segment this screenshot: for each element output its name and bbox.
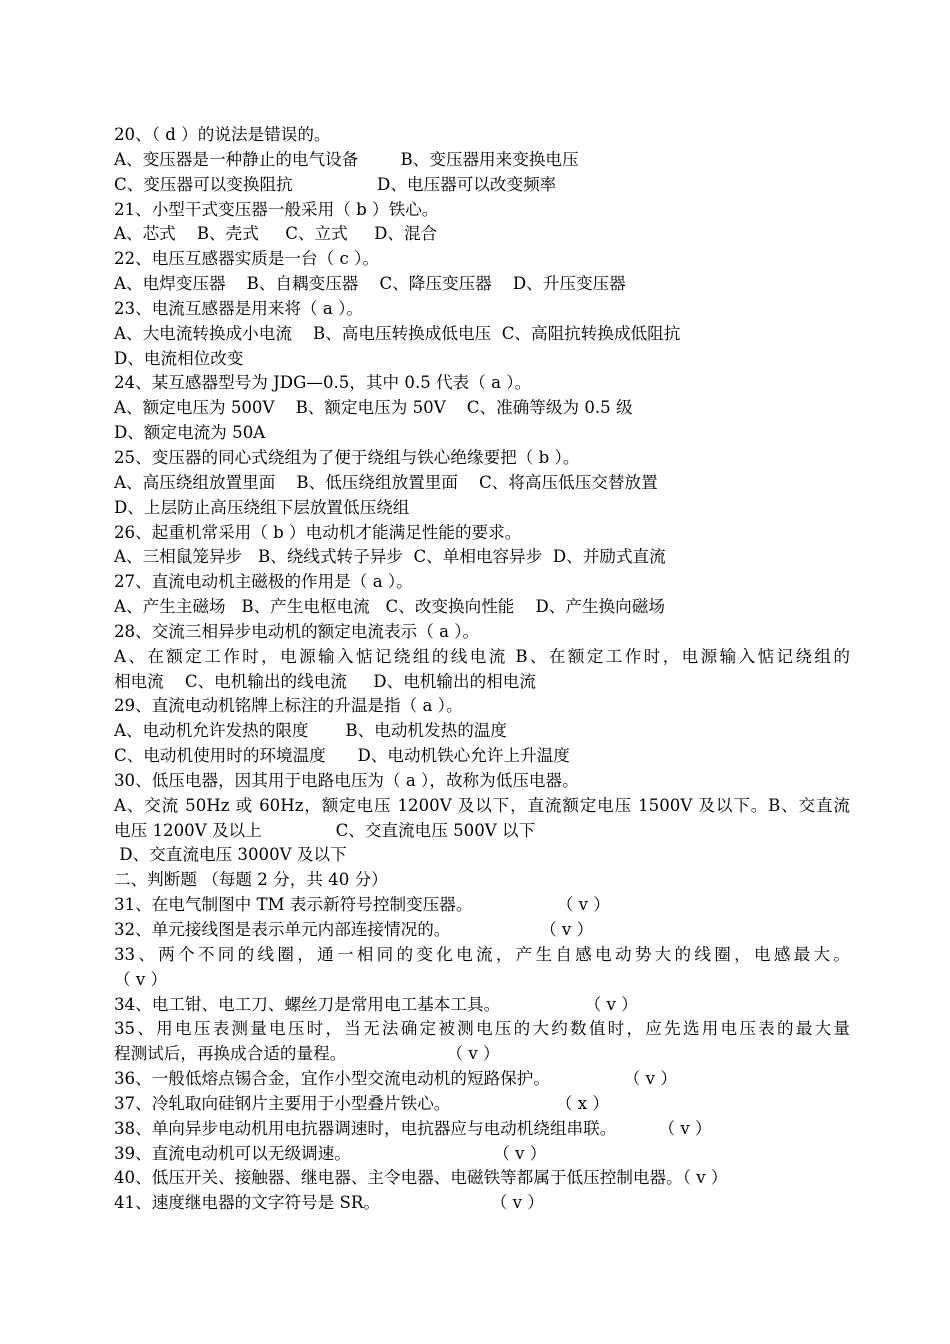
question-33-answer: （ v ） [114,969,168,989]
question-24-options-abc: A、额定电压为 500V B、额定电压为 50V C、准确等级为 0.5 级 [114,398,633,418]
question-35-continued: 程测试后，再换成合适的量程。 （ v ） [114,1044,500,1064]
question-40: 40、低压开关、接触器、继电器、主令电器、电磁铁等都属于低压控制电器。（ v ） [114,1168,728,1188]
section-heading-true-false: 二、判断题 （每题 2 分，共 40 分） [114,870,388,890]
question-23-options-abc: A、大电流转换成小电流 B、高电压转换成低电压 C、高阻抗转换成低阻抗 [114,323,681,343]
question-31: 31、在电气制图中 TM 表示新符号控制变压器。 （ v ） [114,895,610,915]
question-35: 35、用电压表测量电压时，当无法确定被测电压的大约数值时，应先选用电压表的最大量 [114,1019,850,1039]
question-25-options-abc: A、高压绕组放置里面 B、低压绕组放置里面 C、将高压低压交替放置 [114,472,658,492]
question-21: 21、小型干式变压器一般采用（ b ）铁心。 [114,199,439,219]
question-30: 30、低压电器，因其用于电路电压为（ a ），故称为低压电器。 [114,770,579,790]
question-27: 27、直流电动机主磁极的作用是（ a ）。 [114,572,413,592]
question-29-options-cd: C、电动机使用时的环境温度 D、电动机铁心允许上升温度 [114,746,570,766]
question-25-option-d: D、上层防止高压绕组下层放置低压绕组 [114,497,410,517]
question-41: 41、速度继电器的文字符号是 SR。 （ v ） [114,1193,544,1213]
question-34: 34、电工钳、电工刀、螺丝刀是常用电工基本工具。 （ v ） [114,994,638,1014]
question-36: 36、一般低熔点锡合金，宜作小型交流电动机的短路保护。 （ v ） [114,1069,677,1089]
question-30-option-d: D、交直流电压 3000V 及以下 [114,845,347,865]
question-39: 39、直流电动机可以无级调速。 （ v ） [114,1143,547,1163]
question-22: 22、电压互感器实质是一台（ c ）。 [114,249,379,269]
question-29-options-ab: A、电动机允许发热的限度 B、电动机发热的温度 [114,721,507,741]
question-21-options: A、芯式 B、壳式 C、立式 D、混合 [114,224,438,244]
question-37: 37、冷轧取向硅钢片主要用于小型叠片铁心。 （ x ） [114,1093,609,1113]
question-24-option-d: D、额定电流为 50A [114,423,266,443]
question-30-options-line-1: A、交流 50Hz 或 60Hz，额定电压 1200V 及以下，直流额定电压 1500V 及以下。B、交直流 [114,795,850,815]
question-20-options-cd: C、变压器可以变换阻抗 D、电压器可以改变频率 [114,174,557,194]
question-29: 29、直流电动机铭牌上标注的升温是指（ a ）。 [114,696,463,716]
question-30-options-line-2: 电压 1200V 及以上 C、交直流电压 500V 以下 [114,820,536,840]
question-20: 20、（ d ）的说法是错误的。 [114,125,331,144]
question-33: 33、两个不同的线圈，通一相同的变化电流，产生自感电动势大的线圈，电感最大。 [114,944,850,964]
question-20-options-ab: A、变压器是一种静止的电气设备 B、变压器用来变换电压 [114,149,579,169]
question-23-option-d: D、电流相位改变 [114,348,244,368]
question-24: 24、某互感器型号为 JDG—0.5，其中 0.5 代表（ a ）。 [114,373,532,393]
question-28: 28、交流三相异步电动机的额定电流表示（ a ）。 [114,621,480,641]
question-28-options-line-1: A、在额定工作时，电源输入惦记绕组的线电流 B、在额定工作时，电源输入惦记绕组的 [114,646,850,666]
question-32: 32、单元接线图是表示单元内部连接情况的。 （ v ） [114,920,594,939]
question-28-options-line-2: 相电流 C、电机输出的线电流 D、电机输出的相电流 [114,671,536,691]
question-23: 23、电流互感器是用来将（ a ）。 [114,298,363,318]
question-26-options: A、三相鼠笼异步 B、绕线式转子异步 C、单相电容异步 D、并励式直流 [114,547,666,567]
question-26: 26、起重机常采用（ b ）电动机才能满足性能的要求。 [114,522,522,542]
question-27-options: A、产生主磁场 B、产生电枢电流 C、改变换向性能 D、产生换向磁场 [114,597,665,617]
question-38: 38、单向异步电动机用电抗器调速时，电抗器应与电动机绕组串联。 （ v ） [114,1118,712,1138]
question-22-options: A、电焊变压器 B、自耦变压器 C、降压变压器 D、升压变压器 [114,274,626,294]
question-25: 25、变压器的同心式绕组为了便于绕组与铁心绝缘要把（ b ）。 [114,447,580,467]
